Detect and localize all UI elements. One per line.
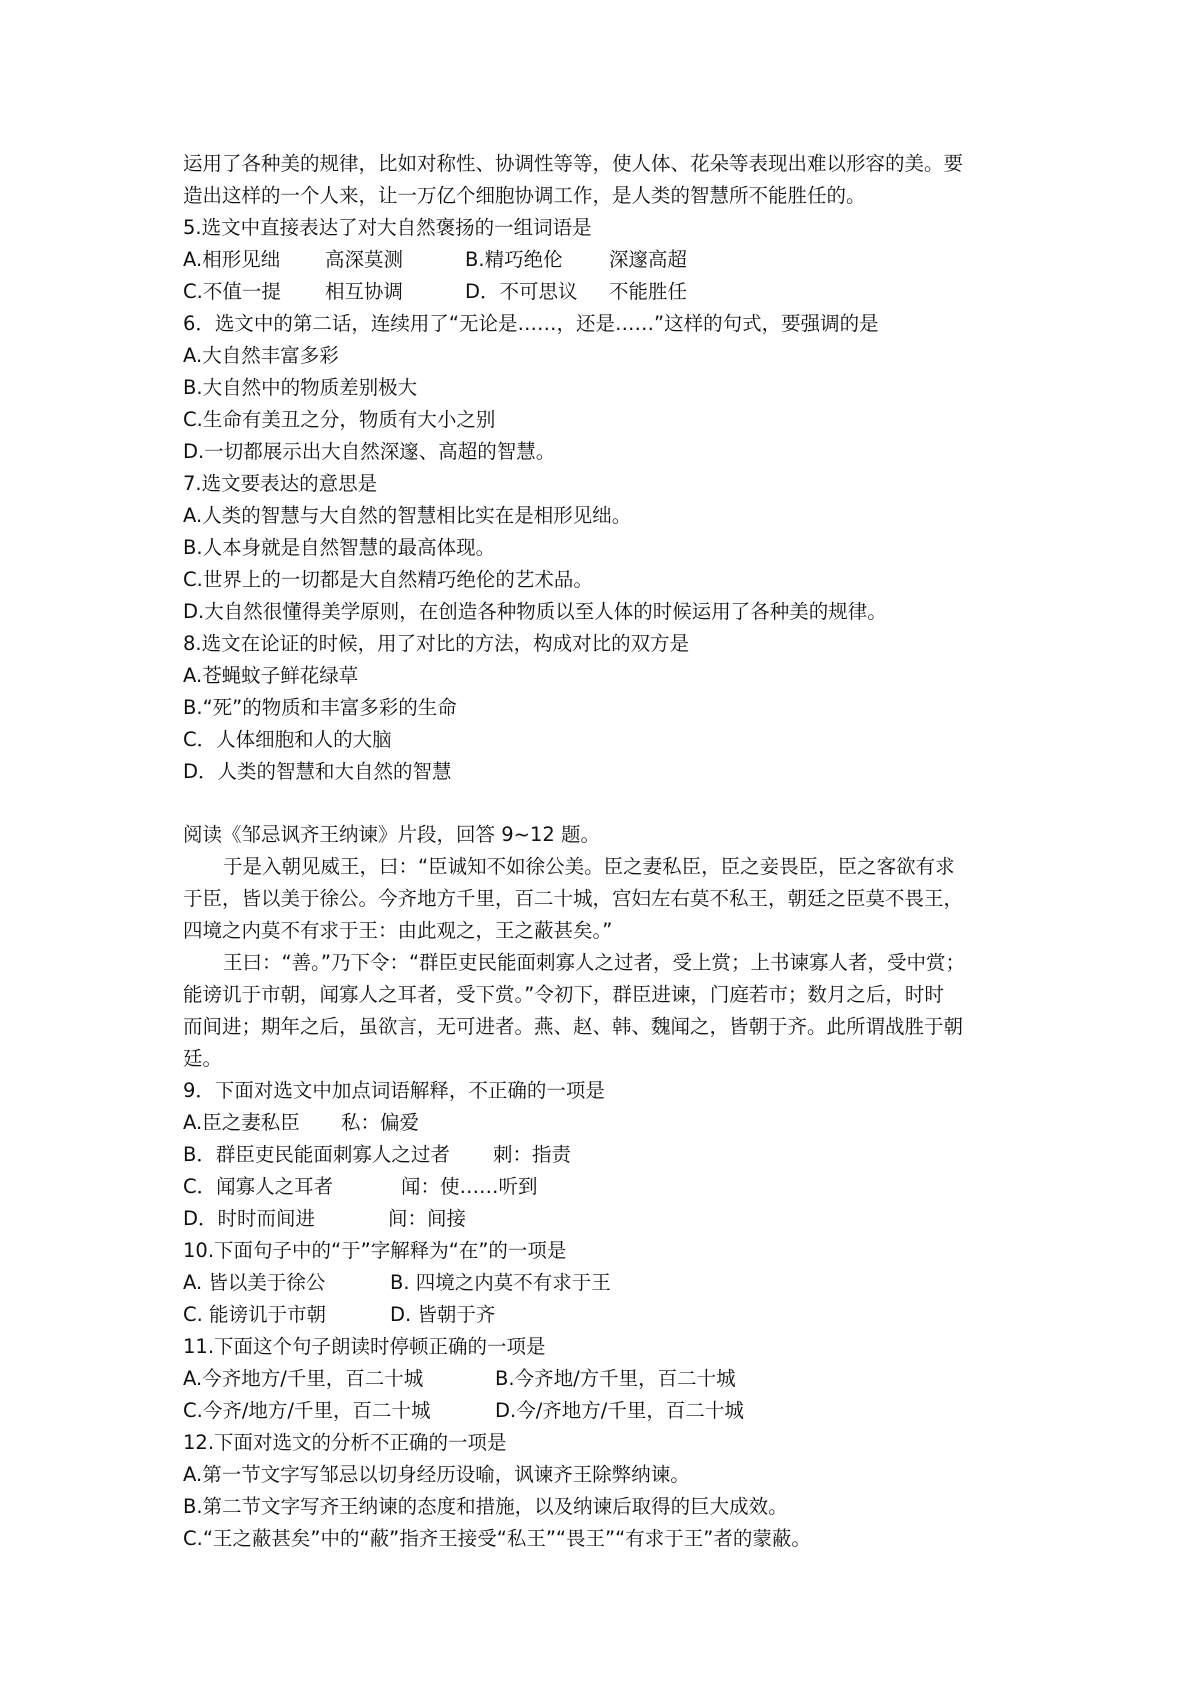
option-b: B.今齐地/方千里，百二十城 [495,1367,736,1390]
option-b: B.精巧绝伦 [465,248,563,271]
passage-line: 于臣，皆以美于徐公。今齐地方千里，百二十城，宫妇左右莫不私王，朝廷之臣莫不畏王， [183,887,964,910]
option-c: C.不值一提 [183,280,281,303]
intro-line: 造出这样的一个人来，让一万亿个细胞协调工作，是人类的智慧所不能胜任的。 [183,184,866,207]
option-c [183,1171,1043,1203]
option-b: B.第二节文字写齐王纳谏的态度和措施，以及纳谏后取得的巨大成效。 [183,1495,788,1518]
option-a: A.苍蝇蚊子鲜花绿草 [183,664,359,687]
option-d: D.今/齐地方/千里，百二十城 [495,1399,744,1422]
question-10-options-row [183,1299,1043,1331]
question-6-stem: 6．选文中的第二话，连续用了“无论是……，还是……”这样的句式，要强调的是 [183,312,879,335]
question-5-stem: 5.选文中直接表达了对大自然褒扬的一组词语是 [183,216,592,239]
option-gloss: 闻：使……听到 [401,1175,538,1198]
option-d: D.大自然很懂得美学原则，在创造各种物质以至人体的时候运用了各种美的规律。 [183,600,887,623]
option-c: C.今齐/地方/千里，百二十城 [183,1399,431,1422]
option-text: C．闻寡人之耳者 [183,1175,334,1198]
option-c: C.“王之蔽甚矣”中的“蔽”指齐王接受“私王”“畏王”“有求于王”者的蒙蔽。 [183,1527,811,1550]
option-b [183,1139,1043,1171]
option-c: C. 能谤讥于市朝 [183,1303,327,1326]
option-gloss: 刺：指责 [493,1143,572,1166]
question-5-options-row [183,276,1043,308]
passage-line: 四境之内莫不有求于王：由此观之，王之蔽甚矣。” [183,919,613,942]
document-body [183,148,1043,1555]
option-text: B．群臣吏民能面刺寡人之过者 [183,1143,450,1166]
option-a: A.今齐地方/千里，百二十城 [183,1367,424,1390]
passage-line: 能谤讥于市朝，闻寡人之耳者，受下赏。”令初下，群臣进谏，门庭若市；数月之后，时时 [183,983,944,1006]
question-8-stem: 8.选文在论证的时候，用了对比的方法，构成对比的双方是 [183,632,690,655]
option-gloss: 私：偏爱 [341,1111,420,1134]
reading-intro: 阅读《邹忌讽齐王纳谏》片段，回答 9~12 题。 [183,823,600,846]
option-d: D．不可思议 [465,280,578,303]
option-d: D. 皆朝于齐 [390,1303,496,1326]
question-11-options-row [183,1395,1043,1427]
question-9-stem: 9．下面对选文中加点词语解释，不正确的一项是 [183,1079,605,1102]
option-a: A.人类的智慧与大自然的智慧相比实在是相形见绌。 [183,504,632,527]
option-a-second: 高深莫测 [325,248,404,271]
question-5-options-row [183,244,1043,276]
blank-line [183,788,1043,819]
option-c: C.生命有美丑之分，物质有大小之别 [183,408,496,431]
option-a: A.大自然丰富多彩 [183,344,339,367]
option-c: C.世界上的一切都是大自然精巧绝伦的艺术品。 [183,568,593,591]
option-b: B.人本身就是自然智慧的最高体现。 [183,536,496,559]
option-a: A.第一节文字写邹忌以切身经历设喻，讽谏齐王除弊纳谏。 [183,1463,690,1486]
question-11-stem: 11.下面这个句子朗读时停顿正确的一项是 [183,1335,546,1358]
question-10-options-row [183,1267,1043,1299]
option-b: B.“死”的物质和丰富多彩的生命 [183,696,457,719]
option-d: D．人类的智慧和大自然的智慧 [183,760,452,783]
option-c-second: 相互协调 [325,280,404,303]
option-d-second: 不能胜任 [609,280,688,303]
passage-line: 而间进；期年之后，虽欲言，无可进者。燕、赵、韩、魏闻之，皆朝于齐。此所谓战胜于朝 [183,1015,964,1038]
passage-line: 王曰：“善。”乃下令：“群臣吏民能面刺寡人之过者，受上赏；上书谏寡人者，受中赏； [223,951,966,974]
option-a: A.相形见绌 [183,248,281,271]
question-12-stem: 12.下面对选文的分析不正确的一项是 [183,1431,507,1454]
option-b-second: 深邃高超 [609,248,688,271]
passage-line: 廷。 [183,1047,223,1070]
option-c: C．人体细胞和人的大脑 [183,728,392,751]
option-gloss: 间：间接 [388,1207,467,1230]
option-b: B. 四境之内莫不有求于王 [390,1271,611,1294]
question-7-stem: 7.选文要表达的意思是 [183,472,378,495]
question-11-options-row [183,1363,1043,1395]
option-d: D.一切都展示出大自然深邃、高超的智慧。 [183,440,556,463]
option-text: D．时时而间进 [183,1207,316,1230]
option-text: A.臣之妻私臣 [183,1111,300,1134]
option-a [183,1107,1043,1139]
question-10-stem: 10.下面句子中的“于”字解释为“在”的一项是 [183,1239,567,1262]
option-a: A. 皆以美于徐公 [183,1271,326,1294]
option-b: B.大自然中的物质差别极大 [183,376,418,399]
option-d [183,1203,1043,1235]
passage-line: 于是入朝见威王，曰：“臣诚知不如徐公美。臣之妻私臣，臣之妾畏臣，臣之客欲有求 [223,855,955,878]
intro-line: 运用了各种美的规律，比如对称性、协调性等等，使人体、花朵等表现出难以形容的美。要 [183,152,964,175]
